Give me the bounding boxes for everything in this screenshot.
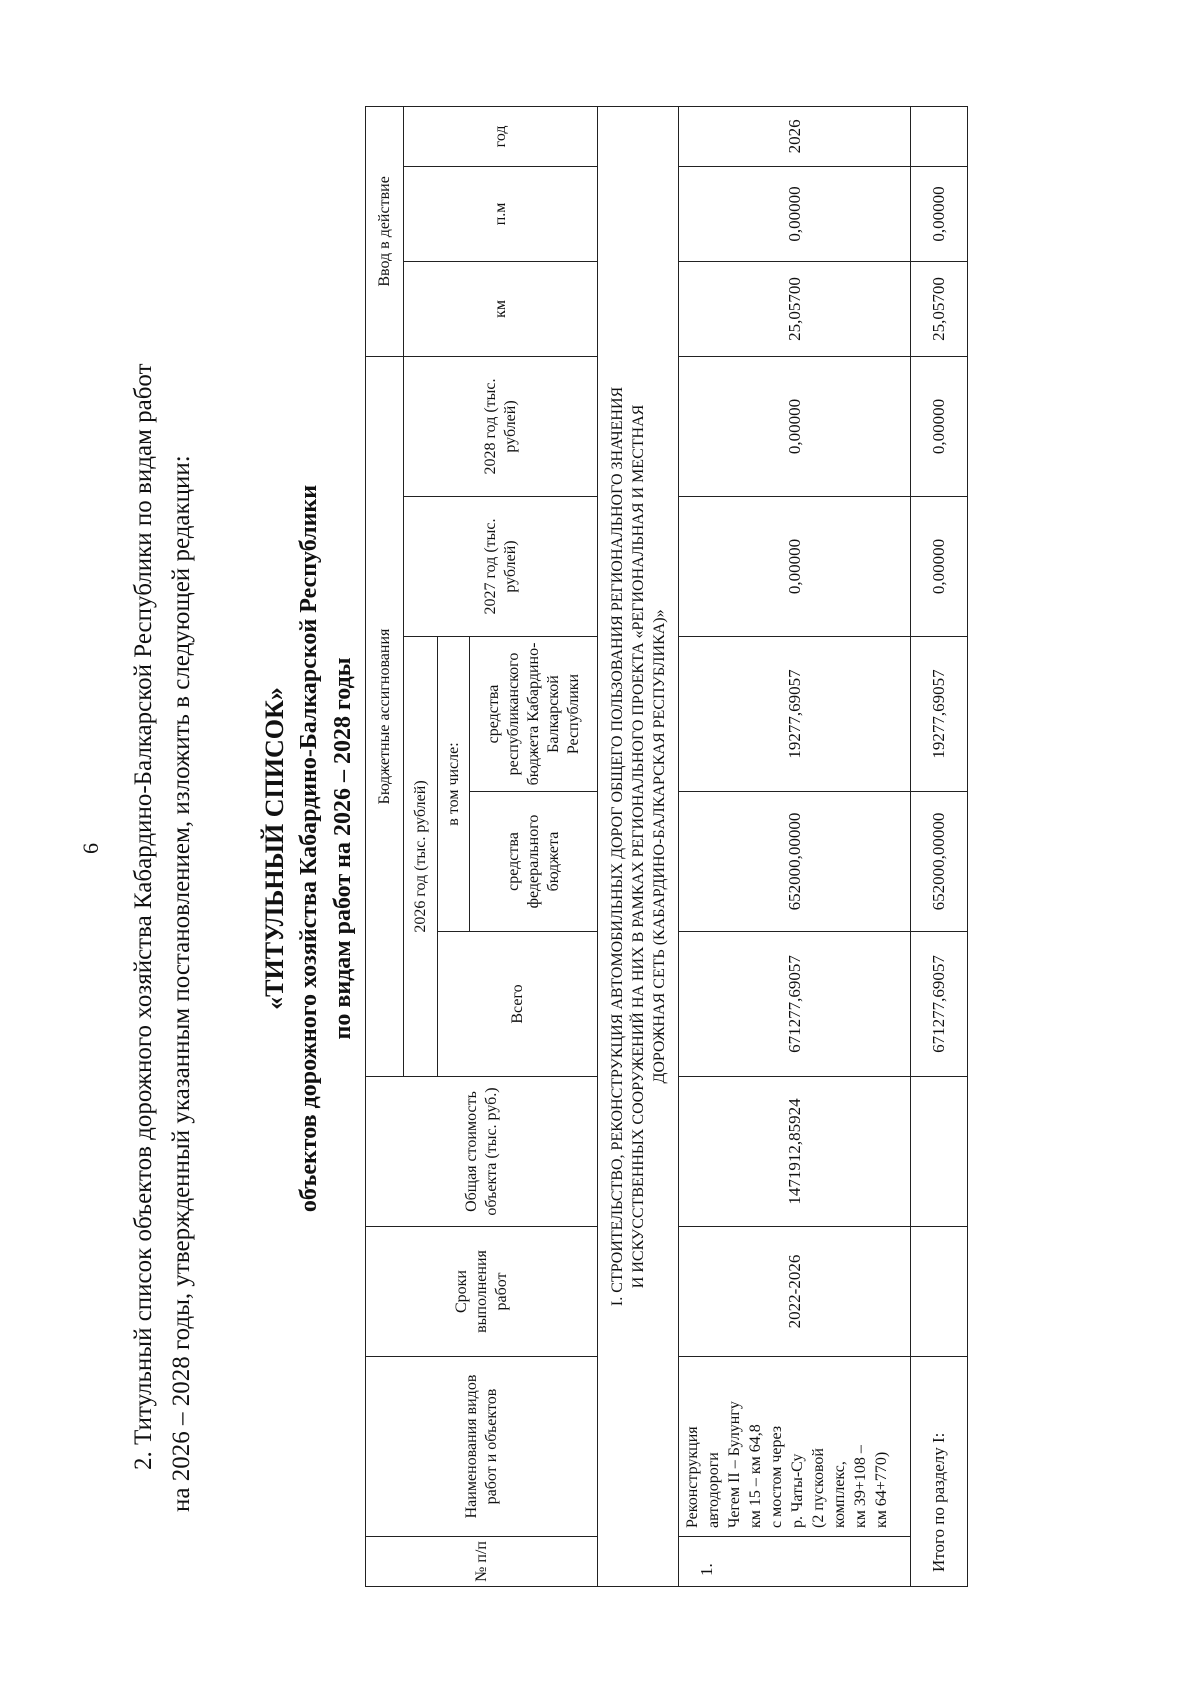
header-num: № п/п <box>366 1537 598 1587</box>
section-line-3: ДОРОЖНАЯ СЕТЬ (КАБАРДИНО-БАЛКАРСКАЯ РЕСПУБЛИКА)» <box>650 609 668 1084</box>
total-federal: 652000,00000 <box>911 792 968 932</box>
document-title <box>258 0 360 1697</box>
total-2028: 0,00000 <box>911 356 968 496</box>
name-line: км 15 – км 64,8 <box>747 1424 764 1528</box>
total-terms <box>911 1227 968 1357</box>
cell-year: 2026 <box>679 106 911 166</box>
header-all: Всего <box>438 932 598 1077</box>
title-list-table <box>365 106 968 1587</box>
header-pm: п.м <box>404 166 598 261</box>
header-km: км <box>404 261 598 356</box>
section-line-2: И ИСКУССТВЕННЫХ СООРУЖЕНИЙ НА НИХ В РАМКАХ РЕГИОНАЛЬНОГО ПРОЕКТА «РЕГИОНАЛЬНАЯ И МЕСТНАЯ <box>629 404 647 1289</box>
name-line: (2 пусковой <box>810 1448 827 1528</box>
header-total-cost: Общая стоимость объекта (тыс. руб.) <box>366 1077 598 1227</box>
title-main: «ТИТУЛЬНЫЙ СПИСОК» <box>260 687 289 1010</box>
name-line: Чегем II – Булунгу <box>726 1401 743 1528</box>
section-row <box>598 106 679 1586</box>
header-including: в том числе: <box>438 637 470 932</box>
header-year: год <box>404 106 598 166</box>
header-name: Наименования видов работ и объектов <box>366 1357 598 1537</box>
header-federal: средства федерального бюджета <box>470 792 598 932</box>
intro-line-1: 2. Титульный список объектов дорожного хозяйства Кабардино-Балкарской Республики по видам работ <box>130 363 157 1470</box>
header-year-2027: 2027 год (тыс. рублей) <box>404 497 598 637</box>
header-commissioning: Ввод в действие <box>366 106 404 356</box>
total-all: 671277,69057 <box>911 932 968 1077</box>
name-line: км 39+108 – <box>852 1445 869 1528</box>
cell-all: 671277,69057 <box>679 932 911 1077</box>
cell-total-cost: 1471912,85924 <box>679 1077 911 1227</box>
section-heading <box>598 106 679 1586</box>
total-row <box>911 106 968 1586</box>
cell-republic: 19277,69057 <box>679 637 911 792</box>
cell-terms: 2022-2026 <box>679 1227 911 1357</box>
total-km: 25,05700 <box>911 261 968 356</box>
total-pm: 0,00000 <box>911 166 968 261</box>
header-republic: средства республиканского бюджета Кабардино-Балкарской Республики <box>470 637 598 792</box>
cell-pm: 0,00000 <box>679 166 911 261</box>
title-line-2: объектов дорожного хозяйства Кабардино-Балкарской Республики <box>296 484 322 1213</box>
header-budget: Бюджетные ассигнования <box>366 356 404 1076</box>
table-row <box>679 106 911 1586</box>
page-number: 6 <box>78 843 103 854</box>
total-cost <box>911 1077 968 1227</box>
header-terms: Сроки выполнения работ <box>366 1227 598 1357</box>
name-line: Реконструкция <box>684 1426 701 1528</box>
intro-line-2: на 2026 – 2028 годы, утвержденный указанным постановлением, изложить в следующей редакции: <box>168 455 195 1512</box>
name-line: автодороги <box>705 1452 722 1528</box>
total-republic: 19277,69057 <box>911 637 968 792</box>
name-line: р. Чаты-Су <box>789 1453 806 1528</box>
name-line: с мостом через <box>768 1425 785 1528</box>
cell-2028: 0,00000 <box>679 356 911 496</box>
cell-federal: 652000,00000 <box>679 792 911 932</box>
cell-num: 1. <box>679 1537 911 1587</box>
total-2027: 0,00000 <box>911 497 968 637</box>
cell-km: 25,05700 <box>679 261 911 356</box>
total-year <box>911 106 968 166</box>
title-line-3: по видам работ на 2026 – 2028 годы <box>330 657 356 1040</box>
cell-2027: 0,00000 <box>679 497 911 637</box>
cell-name <box>679 1357 911 1537</box>
section-line-1: I. СТРОИТЕЛЬСТВО, РЕКОНСТРУКЦИЯ АВТОМОБИЛЬНЫХ ДОРОГ ОБЩЕГО ПОЛЬЗОВАНИЯ РЕГИОНАЛЬНОГО ЗНАЧЕНИЯ <box>608 386 626 1307</box>
total-label: Итого по разделу I: <box>911 1357 968 1587</box>
intro-paragraph <box>125 212 201 1512</box>
name-line: комплекс, <box>831 1461 848 1528</box>
header-year-2028: 2028 год (тыс. рублей) <box>404 356 598 496</box>
name-line: км 64+770) <box>873 1451 890 1528</box>
header-year-2026: 2026 год (тыс. рублей) <box>404 637 438 1077</box>
